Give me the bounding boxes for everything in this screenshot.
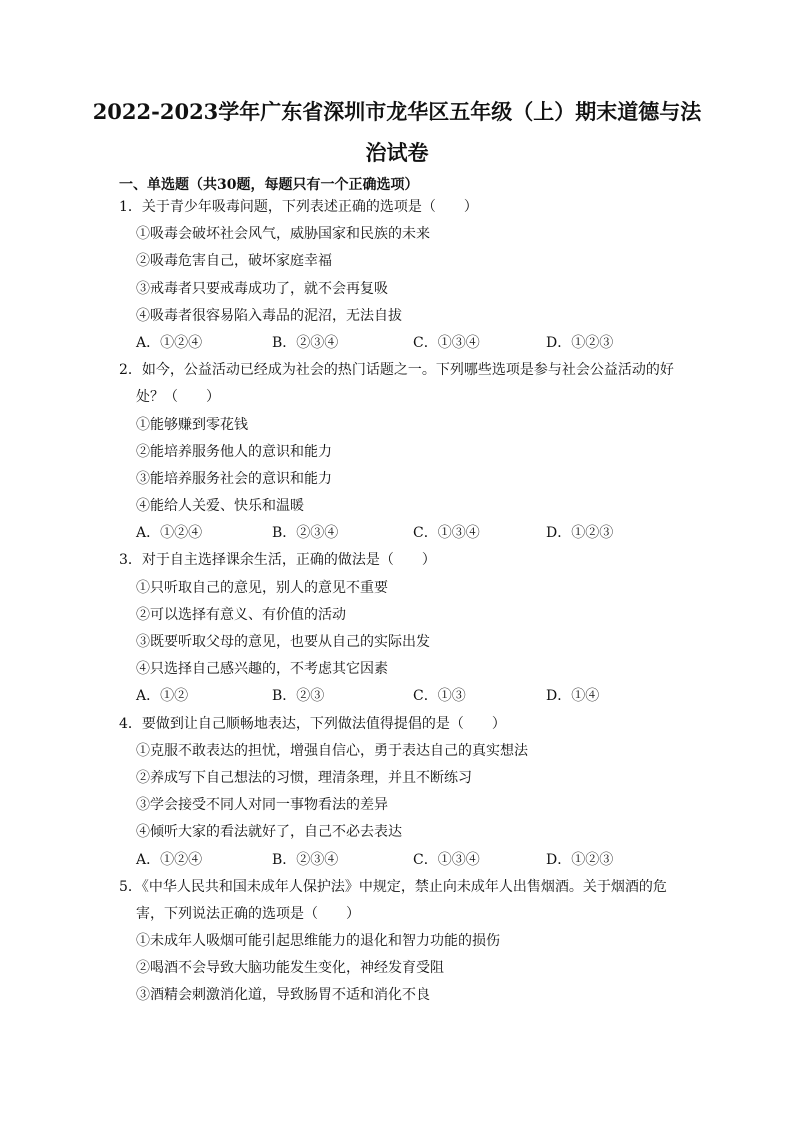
statement-option: ③既要听取父母的意见，也要从自己的实际出发 bbox=[136, 634, 430, 650]
statement-option: ③酒精会刺激消化道，导致肠胃不适和消化不良 bbox=[136, 987, 430, 1004]
question-stem: 害，下列说法正确的选项是（ ） bbox=[136, 905, 360, 922]
question-3 bbox=[119, 547, 679, 710]
answer-choice[interactable]: D．①④ bbox=[546, 688, 600, 705]
answer-choice[interactable]: A．①②④ bbox=[136, 334, 203, 351]
answer-choice[interactable]: B．②③④ bbox=[272, 525, 339, 542]
answer-choice[interactable]: C．①③④ bbox=[413, 525, 480, 542]
answer-choice[interactable]: C．①③④ bbox=[413, 851, 480, 868]
statement-option: ④倾听大家的看法就好了，自己不必去表达 bbox=[136, 824, 402, 841]
answer-choice[interactable]: C．①③④ bbox=[413, 334, 480, 351]
exam-title-line-1: 2022-2023学年广东省深圳市龙华区五年级（上）期末道德与法 bbox=[92, 99, 702, 124]
answer-choice[interactable]: A．①②④ bbox=[136, 851, 203, 868]
question-1 bbox=[119, 194, 679, 357]
question-stem: 2．如今，公益活动已经成为社会的热门话题之一。下列哪些选项是参与社会公益活动的好 bbox=[119, 362, 674, 379]
statement-option: ③能培养服务社会的意识和能力 bbox=[136, 470, 332, 487]
statement-option: ③戒毒者只要戒毒成功了，就不会再复吸 bbox=[136, 280, 388, 297]
statement-option: ③学会接受不同人对同一事物看法的差异 bbox=[136, 797, 388, 814]
answer-choice[interactable]: B．②③ bbox=[272, 688, 325, 705]
answer-choice[interactable]: B．②③④ bbox=[272, 334, 339, 351]
statement-option: ④只选择自己感兴趣的，不考虑其它因素 bbox=[136, 661, 388, 678]
answer-choices bbox=[119, 330, 679, 357]
statement-option: ①未成年人吸烟可能引起思维能力的退化和智力功能的损伤 bbox=[136, 933, 500, 950]
section-heading: 一、单选题（共30题，每题只有一个正确选项） bbox=[119, 177, 419, 193]
statement-option: ②吸毒危害自己，破坏家庭幸福 bbox=[136, 253, 332, 270]
statement-option: ①能够赚到零花钱 bbox=[136, 416, 248, 433]
statement-option: ②喝酒不会导致大脑功能发生变化，神经发育受阻 bbox=[136, 960, 444, 977]
answer-choice[interactable]: C．①③ bbox=[413, 688, 466, 705]
answer-choice[interactable]: D．①②③ bbox=[546, 851, 614, 868]
question-stem: 4．要做到让自己顺畅地表达，下列做法值得提倡的是（ ） bbox=[119, 715, 506, 732]
statement-option: ①克服不敢表达的担忧，增强自信心，勇于表达自己的真实想法 bbox=[136, 742, 528, 759]
answer-choices bbox=[119, 847, 679, 874]
question-5 bbox=[119, 874, 679, 1010]
statement-option: ①吸毒会破坏社会风气，威胁国家和民族的未来 bbox=[136, 226, 430, 243]
question-stem: 处？（ ） bbox=[136, 389, 220, 406]
statement-option: ②养成写下自己想法的习惯，理清条理，并且不断练习 bbox=[136, 769, 472, 786]
answer-choice[interactable]: B．②③④ bbox=[272, 851, 339, 868]
question-stem: 5．《中华人民共和国未成年人保护法》中规定，禁止向未成年人出售烟酒。关于烟酒的危 bbox=[119, 878, 667, 895]
question-2 bbox=[119, 357, 679, 547]
statement-option: ②能培养服务他人的意识和能力 bbox=[136, 443, 332, 460]
statement-option: ②可以选择有意义、有价值的活动 bbox=[136, 606, 346, 623]
question-list bbox=[119, 194, 679, 1010]
answer-choices bbox=[119, 683, 679, 710]
answer-choice[interactable]: D．①②③ bbox=[546, 525, 614, 542]
answer-choice[interactable]: A．①② bbox=[136, 688, 189, 705]
exam-title-line-2: 治试卷 bbox=[365, 140, 429, 165]
question-stem: 1．关于青少年吸毒问题，下列表述正确的选项是（ ） bbox=[119, 199, 478, 215]
question-stem: 3．对于自主选择课余生活，正确的做法是（ ） bbox=[119, 552, 436, 569]
statement-option: ④能给人关爱、快乐和温暖 bbox=[136, 498, 304, 515]
answer-choice[interactable]: A．①②④ bbox=[136, 525, 203, 542]
statement-option: ④吸毒者很容易陷入毒品的泥沼，无法自拔 bbox=[136, 307, 402, 324]
answer-choices bbox=[119, 520, 679, 547]
statement-option: ①只听取自己的意见，别人的意见不重要 bbox=[136, 579, 388, 596]
answer-choice[interactable]: D．①②③ bbox=[546, 334, 614, 351]
question-4 bbox=[119, 711, 679, 874]
